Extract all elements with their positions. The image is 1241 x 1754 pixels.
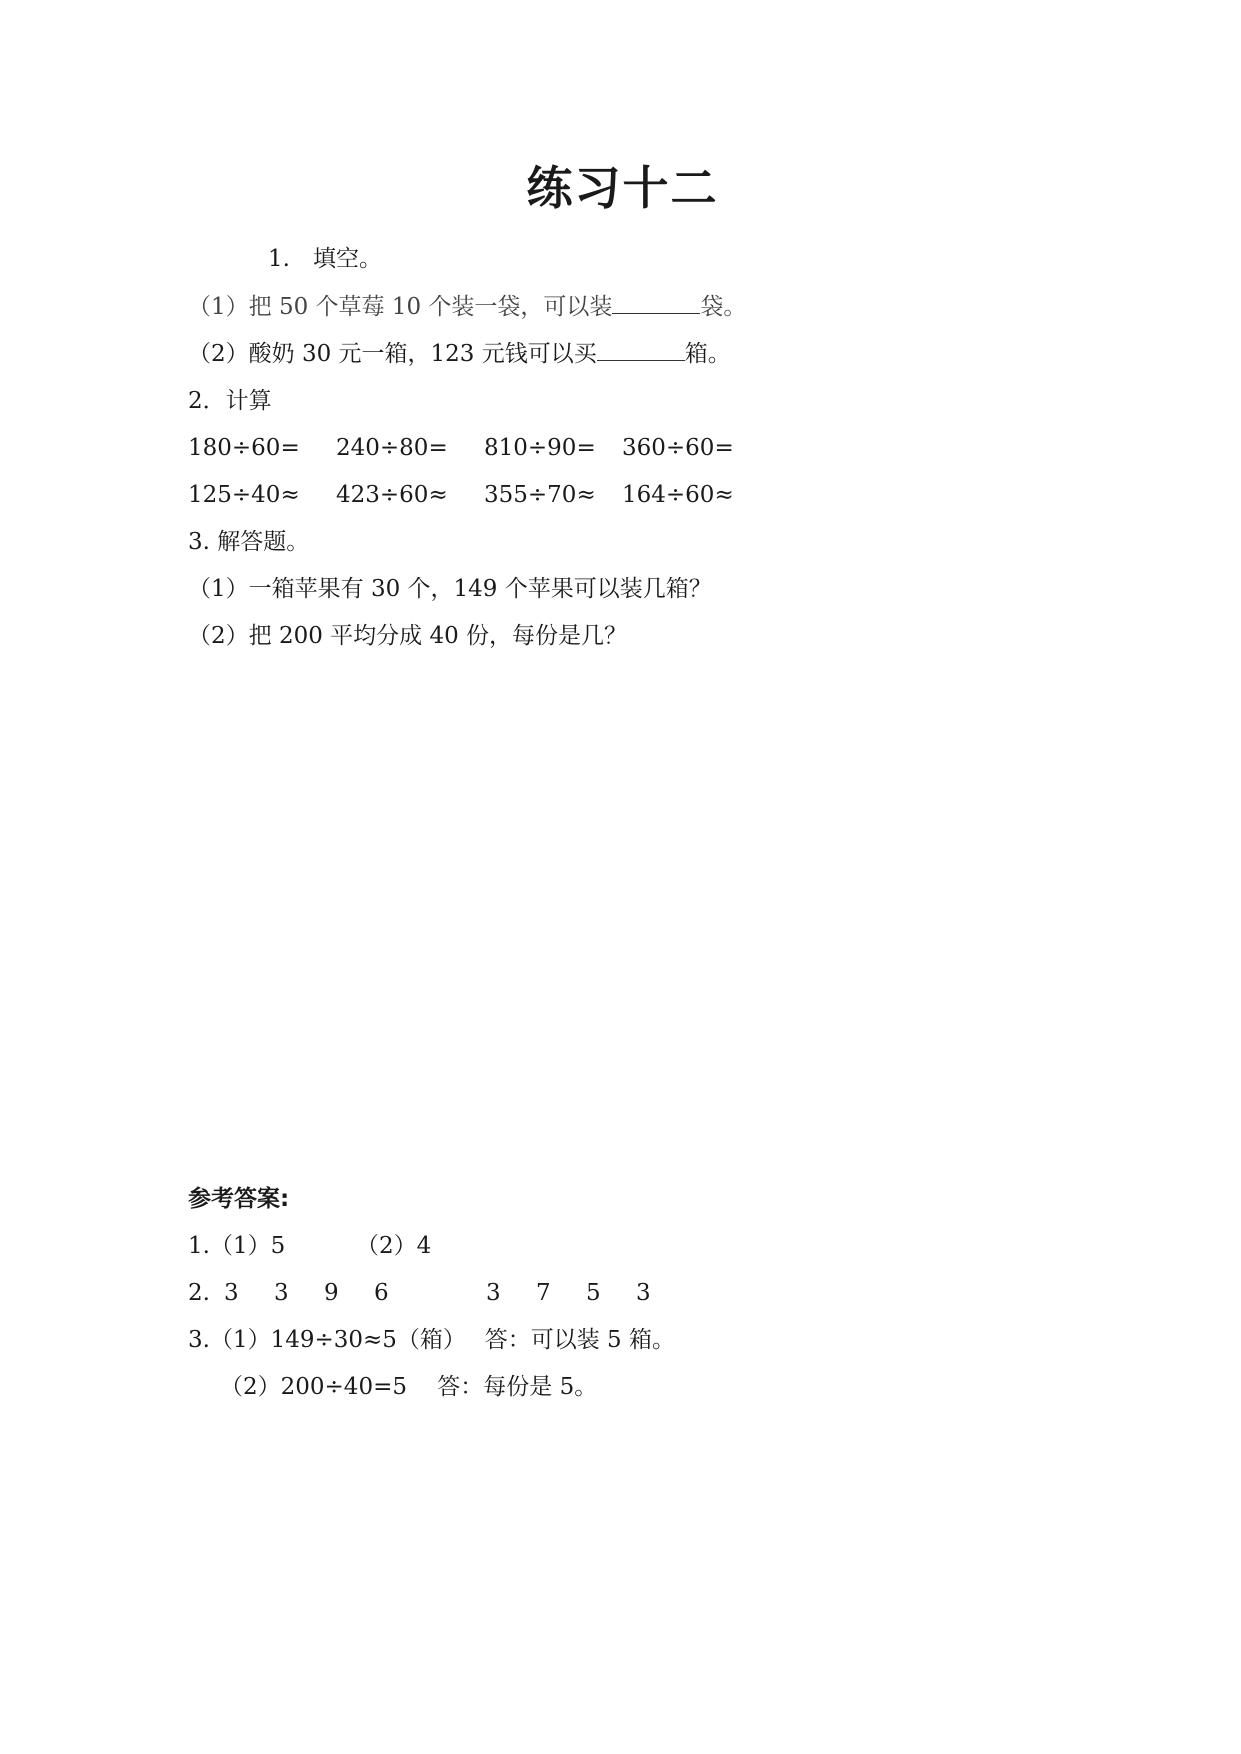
answer-value: 3 [274, 1280, 289, 1306]
calc-item: 125÷40≈ [188, 482, 300, 508]
answer-1-part-2: （2）4 [356, 1233, 432, 1259]
section1-heading: 1. 填空。 [268, 246, 382, 272]
answers-heading: 参考答案: [188, 1186, 290, 1212]
calc-item: 360÷60= [622, 435, 734, 461]
word-problem-1: （1）一箱苹果有 30 个，149 个苹果可以装几箱？ [188, 576, 712, 602]
answer-value: 7 [536, 1280, 551, 1306]
fill-blank-2[interactable] [597, 340, 685, 361]
answer-value: 5 [586, 1280, 601, 1306]
section2-heading: 2．计算 [188, 388, 272, 414]
answer-3-1: 3.（1）149÷30≈5（箱） 答：可以装 5 箱。 [188, 1327, 675, 1353]
answer-value: 3 [636, 1280, 651, 1306]
fill-question-2-text: （2）酸奶 30 元一箱，123 元钱可以买 [188, 341, 597, 367]
fill-question-1-suffix: 袋。 [700, 294, 747, 320]
section3-heading: 3. 解答题。 [188, 529, 310, 555]
fill-blank-1[interactable] [612, 293, 700, 314]
answer-1-part-1: 1.（1）5 [188, 1233, 286, 1259]
fill-question-2 [188, 339, 731, 369]
answer-value: 9 [324, 1280, 339, 1306]
answer-2-label: 2. [188, 1280, 210, 1306]
fill-question-2-suffix: 箱。 [684, 341, 731, 367]
calc-item: 355÷70≈ [484, 482, 596, 508]
answer-value: 3 [224, 1280, 239, 1306]
answer-value: 3 [486, 1280, 501, 1306]
answer-value: 6 [374, 1280, 389, 1306]
page-title: 练习十二 [526, 161, 719, 215]
calc-item: 180÷60= [188, 435, 300, 461]
calc-item: 423÷60≈ [336, 482, 448, 508]
answer-3-2: （2）200÷40=5 答：每份是 5。 [220, 1374, 598, 1400]
fill-question-1-text: （1）把 50 个草莓 10 个装一袋，可以装 [188, 294, 613, 320]
calc-item: 164÷60≈ [622, 482, 734, 508]
fill-question-1 [188, 292, 746, 322]
word-problem-2: （2）把 200 平均分成 40 份，每份是几？ [188, 623, 628, 649]
calc-item: 810÷90= [484, 435, 596, 461]
calc-item: 240÷80= [336, 435, 448, 461]
